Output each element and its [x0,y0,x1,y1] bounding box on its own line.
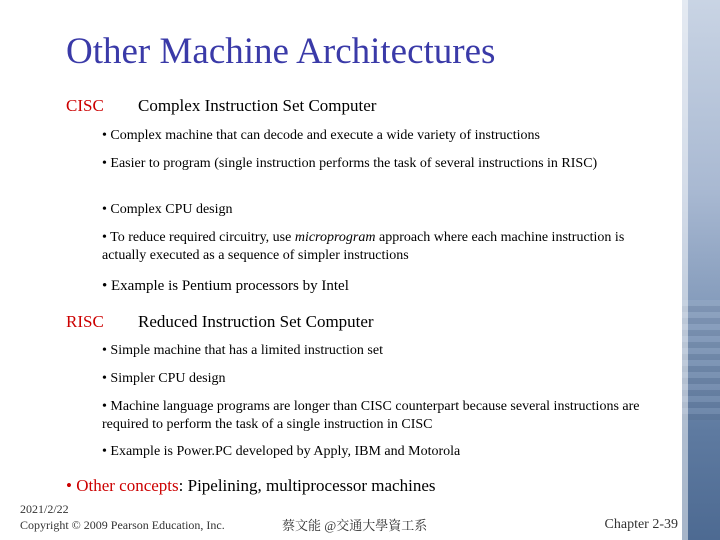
slide-title: Other Machine Architectures [66,31,496,72]
cisc-bullet-text: • To reduce required circuitry, use [102,230,295,245]
footer-copyright: Copyright © 2009 Pearson Education, Inc. [20,518,225,532]
footer-page-number: Chapter 2-39 [604,517,678,532]
cisc-abbr: CISC [66,96,104,115]
other-concepts [66,476,436,496]
other-concepts-label: • Other concepts [66,476,179,495]
cisc-heading [66,96,377,116]
risc-bullet: • Example is Power.PC developed by Apply, IBM and Motorola [102,444,461,459]
footer-author: 蔡文能 @交通大學資工系 [282,518,428,533]
cisc-example: • Example is Pentium processors by Intel [102,278,349,294]
microprogram-term: microprogram [294,230,376,245]
cisc-full-name: Complex Instruction Set Computer [138,96,377,115]
risc-full-name: Reduced Instruction Set Computer [138,312,374,331]
decorative-sidebar [682,0,720,540]
footer-date: 2021/2/22 [20,502,69,516]
risc-abbr: RISC [66,312,104,331]
cisc-bullet-text: approach where each machine instruction is actually executed as a sequence of simpler instructions [102,230,625,263]
risc-bullet: • Simpler CPU design [102,371,226,386]
risc-bullet: • Machine language programs are longer than CISC counterpart because several instructions are required to perform the task of a single instruction in CISC [102,399,640,432]
risc-heading [66,312,374,332]
cisc-bullet: • Complex machine that can decode and execute a wide variety of instructions [102,128,540,143]
cisc-bullet [102,229,667,265]
other-concepts-text: : Pipelining, multiprocessor machines [178,476,436,495]
risc-bullet: • Simple machine that has a limited instruction set [102,343,383,358]
cisc-bullet: • Easier to program (single instruction performs the task of several instructions in RISC) [102,156,598,171]
cisc-bullet: • Complex CPU design [102,202,233,217]
